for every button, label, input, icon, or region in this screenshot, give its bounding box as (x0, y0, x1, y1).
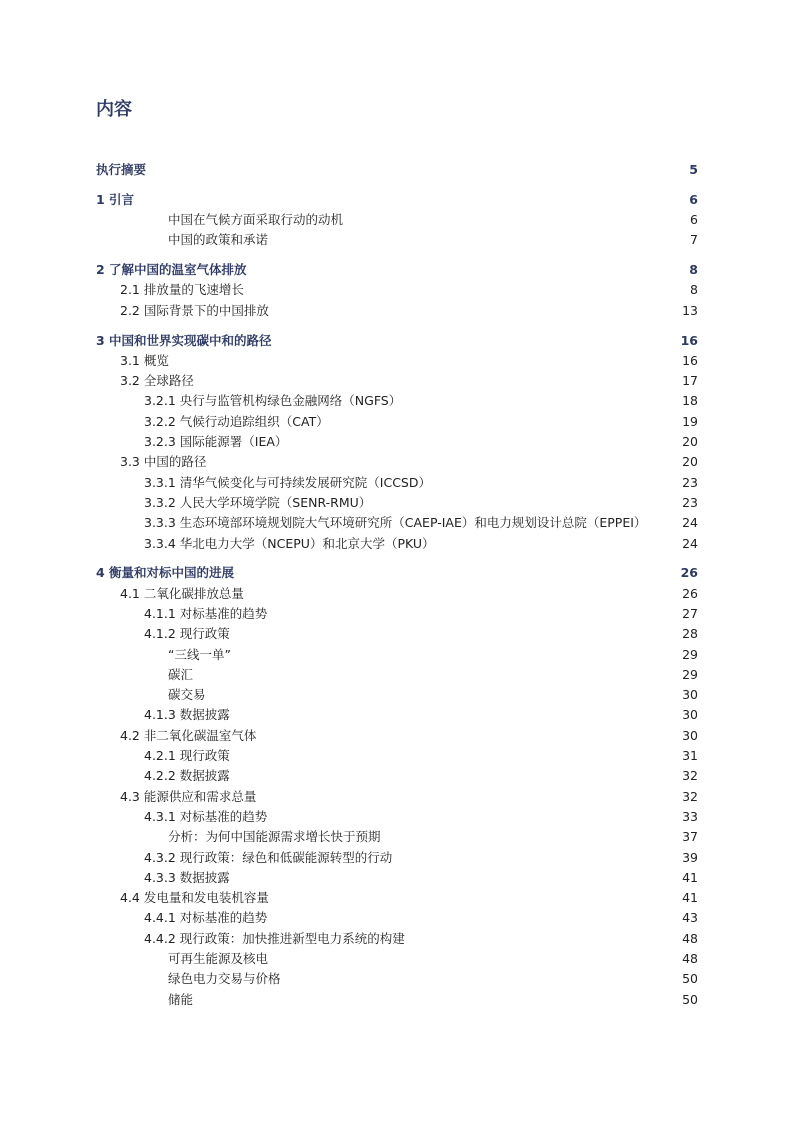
toc-entry[interactable] (96, 827, 698, 847)
table-of-contents (96, 160, 698, 1010)
toc-entry-label: 4.4.1 对标基准的趋势 (144, 910, 268, 926)
toc-entry-label: 4.3.2 现行政策：绿色和低碳能源转型的行动 (144, 849, 393, 865)
toc-entry[interactable] (96, 929, 698, 949)
toc-entry-label: 4.3.3 数据披露 (144, 869, 230, 885)
toc-entry[interactable] (96, 949, 698, 969)
toc-entry[interactable] (96, 746, 698, 766)
toc-entry-label: 碳交易 (168, 687, 206, 703)
page-title: 内容 (96, 99, 132, 120)
toc-entry-label: 4.2 非二氧化碳温室气体 (120, 727, 257, 743)
toc-entry[interactable] (96, 412, 698, 432)
toc-entry-label: 3.3.4 华北电力大学（NCEPU）和北京大学（PKU） (144, 535, 435, 551)
toc-entry[interactable] (96, 432, 698, 452)
toc-entry[interactable] (96, 807, 698, 827)
toc-entry[interactable] (96, 604, 698, 624)
toc-entry-label: 4.4 发电量和发电装机容量 (120, 890, 269, 906)
toc-page-number: 17 (682, 373, 698, 389)
toc-entry[interactable] (96, 301, 698, 321)
toc-page-number: 48 (682, 950, 698, 966)
toc-entry-label: “三线一单” (168, 646, 231, 662)
toc-page-number: 7 (690, 232, 698, 248)
toc-entry-label: 3.3.3 生态环境部环境规划院大气环境研究所（CAEP-IAE）和电力规划设计总院（EPPEI） (144, 515, 647, 531)
toc-entry-label: 2 了解中国的温室气体排放 (96, 262, 247, 278)
toc-page-number: 23 (682, 474, 698, 490)
toc-entry-label: 绿色电力交易与价格 (168, 971, 281, 987)
toc-entry-label: 储能 (168, 991, 194, 1007)
toc-page-number: 41 (682, 869, 698, 885)
toc-entry[interactable] (96, 513, 698, 533)
toc-entry-label: 3.2.2 气候行动追踪组织（CAT） (144, 413, 329, 429)
toc-page-number: 16 (682, 352, 698, 368)
toc-entry[interactable] (96, 624, 698, 644)
toc-entry[interactable] (96, 705, 698, 725)
toc-chapter-entry[interactable] (96, 563, 698, 583)
toc-entry[interactable] (96, 473, 698, 493)
toc-entry-label: 4 衡量和对标中国的进展 (96, 565, 235, 581)
toc-page-number: 41 (682, 890, 698, 906)
toc-entry-label: 4.1.1 对标基准的趋势 (144, 605, 268, 621)
toc-page-number: 50 (682, 991, 698, 1007)
toc-entry[interactable] (96, 210, 698, 230)
toc-entry-label: 中国在气候方面采取行动的动机 (168, 212, 344, 228)
toc-entry-label: 3 中国和世界实现碳中和的路径 (96, 332, 272, 348)
toc-page-number: 30 (682, 707, 698, 723)
toc-page-number: 48 (682, 930, 698, 946)
toc-page-number: 8 (690, 282, 698, 298)
toc-page-number: 33 (682, 808, 698, 824)
toc-entry-label: 2.1 排放量的飞速增长 (120, 282, 244, 298)
toc-entry-label: 3.3.1 清华气候变化与可持续发展研究院（ICCSD） (144, 474, 431, 490)
toc-entry[interactable] (96, 908, 698, 928)
toc-entry[interactable] (96, 230, 698, 250)
toc-page-number: 29 (682, 666, 698, 682)
toc-entry-label: 执行摘要 (96, 162, 147, 177)
toc-entry[interactable] (96, 726, 698, 746)
toc-page-number: 5 (689, 162, 698, 177)
toc-page-number: 24 (682, 535, 698, 551)
toc-entry-label: 可再生能源及核电 (168, 950, 269, 966)
toc-page-number: 29 (682, 646, 698, 662)
toc-entry[interactable] (96, 665, 698, 685)
toc-page-number: 27 (682, 605, 698, 621)
toc-page-number: 26 (680, 565, 698, 581)
toc-entry-label: 4.2.1 现行政策 (144, 748, 230, 764)
toc-entry[interactable] (96, 584, 698, 604)
toc-page-number: 16 (680, 332, 698, 348)
toc-entry[interactable] (96, 645, 698, 665)
toc-page-number: 6 (690, 212, 698, 228)
toc-entry-label: 3.2.1 央行与监管机构绿色金融网络（NGFS） (144, 393, 402, 409)
toc-page-number: 32 (682, 788, 698, 804)
toc-entry[interactable] (96, 452, 698, 472)
toc-entry-label: 4.4.2 现行政策：加快推进新型电力系统的构建 (144, 930, 405, 946)
toc-page-number: 50 (682, 971, 698, 987)
toc-entry-label: 4.1.3 数据披露 (144, 707, 230, 723)
toc-entry-label: 4.2.2 数据披露 (144, 768, 230, 784)
toc-page-number: 20 (682, 434, 698, 450)
toc-entry[interactable] (96, 493, 698, 513)
toc-entry[interactable] (96, 848, 698, 868)
toc-page-number: 39 (682, 849, 698, 865)
toc-page-number: 20 (682, 454, 698, 470)
toc-entry[interactable] (96, 391, 698, 411)
toc-entry-label: 3.1 概览 (120, 352, 169, 368)
toc-page-number: 32 (682, 768, 698, 784)
toc-entry-label: 中国的政策和承诺 (168, 232, 269, 248)
toc-chapter-entry[interactable] (96, 160, 698, 180)
toc-entry[interactable] (96, 280, 698, 300)
toc-entry[interactable] (96, 371, 698, 391)
toc-entry[interactable] (96, 351, 698, 371)
toc-page-number: 30 (682, 727, 698, 743)
toc-entry-label: 3.3.2 人民大学环境学院（SENR-RMU） (144, 494, 372, 510)
toc-page-number: 13 (682, 302, 698, 318)
toc-page-number: 28 (682, 626, 698, 642)
toc-chapter-entry[interactable] (96, 260, 698, 280)
toc-page-number: 18 (682, 393, 698, 409)
toc-entry[interactable] (96, 888, 698, 908)
toc-page-number: 43 (682, 910, 698, 926)
toc-entry[interactable] (96, 787, 698, 807)
toc-page-number: 30 (682, 687, 698, 703)
toc-page-number: 26 (682, 585, 698, 601)
toc-entry[interactable] (96, 685, 698, 705)
toc-page-number: 37 (682, 829, 698, 845)
toc-entry-label: 4.1 二氧化碳排放总量 (120, 585, 244, 601)
toc-page-number: 19 (682, 413, 698, 429)
toc-chapter-entry[interactable] (96, 331, 698, 351)
toc-entry-label: 3.2.3 国际能源署（IEA） (144, 434, 288, 450)
toc-entry[interactable] (96, 534, 698, 554)
toc-entry[interactable] (96, 990, 698, 1010)
toc-page-number: 6 (689, 191, 698, 207)
toc-page-number: 24 (682, 515, 698, 531)
toc-entry-label: 分析：为何中国能源需求增长快于预期 (168, 829, 381, 845)
toc-entry-label: 4.3 能源供应和需求总量 (120, 788, 257, 804)
toc-entry[interactable] (96, 766, 698, 786)
toc-page-number: 8 (689, 262, 698, 278)
toc-entry-label: 3.3 中国的路径 (120, 454, 207, 470)
toc-entry-label: 4.1.2 现行政策 (144, 626, 230, 642)
toc-entry-label: 2.2 国际背景下的中国排放 (120, 302, 269, 318)
toc-entry-label: 3.2 全球路径 (120, 373, 194, 389)
toc-chapter-entry[interactable] (96, 190, 698, 210)
toc-entry-label: 4.3.1 对标基准的趋势 (144, 808, 268, 824)
toc-entry-label: 碳汇 (168, 666, 194, 682)
toc-entry[interactable] (96, 969, 698, 989)
toc-page-number: 23 (682, 494, 698, 510)
toc-page-number: 31 (682, 748, 698, 764)
toc-entry-label: 1 引言 (96, 191, 135, 207)
toc-entry[interactable] (96, 868, 698, 888)
